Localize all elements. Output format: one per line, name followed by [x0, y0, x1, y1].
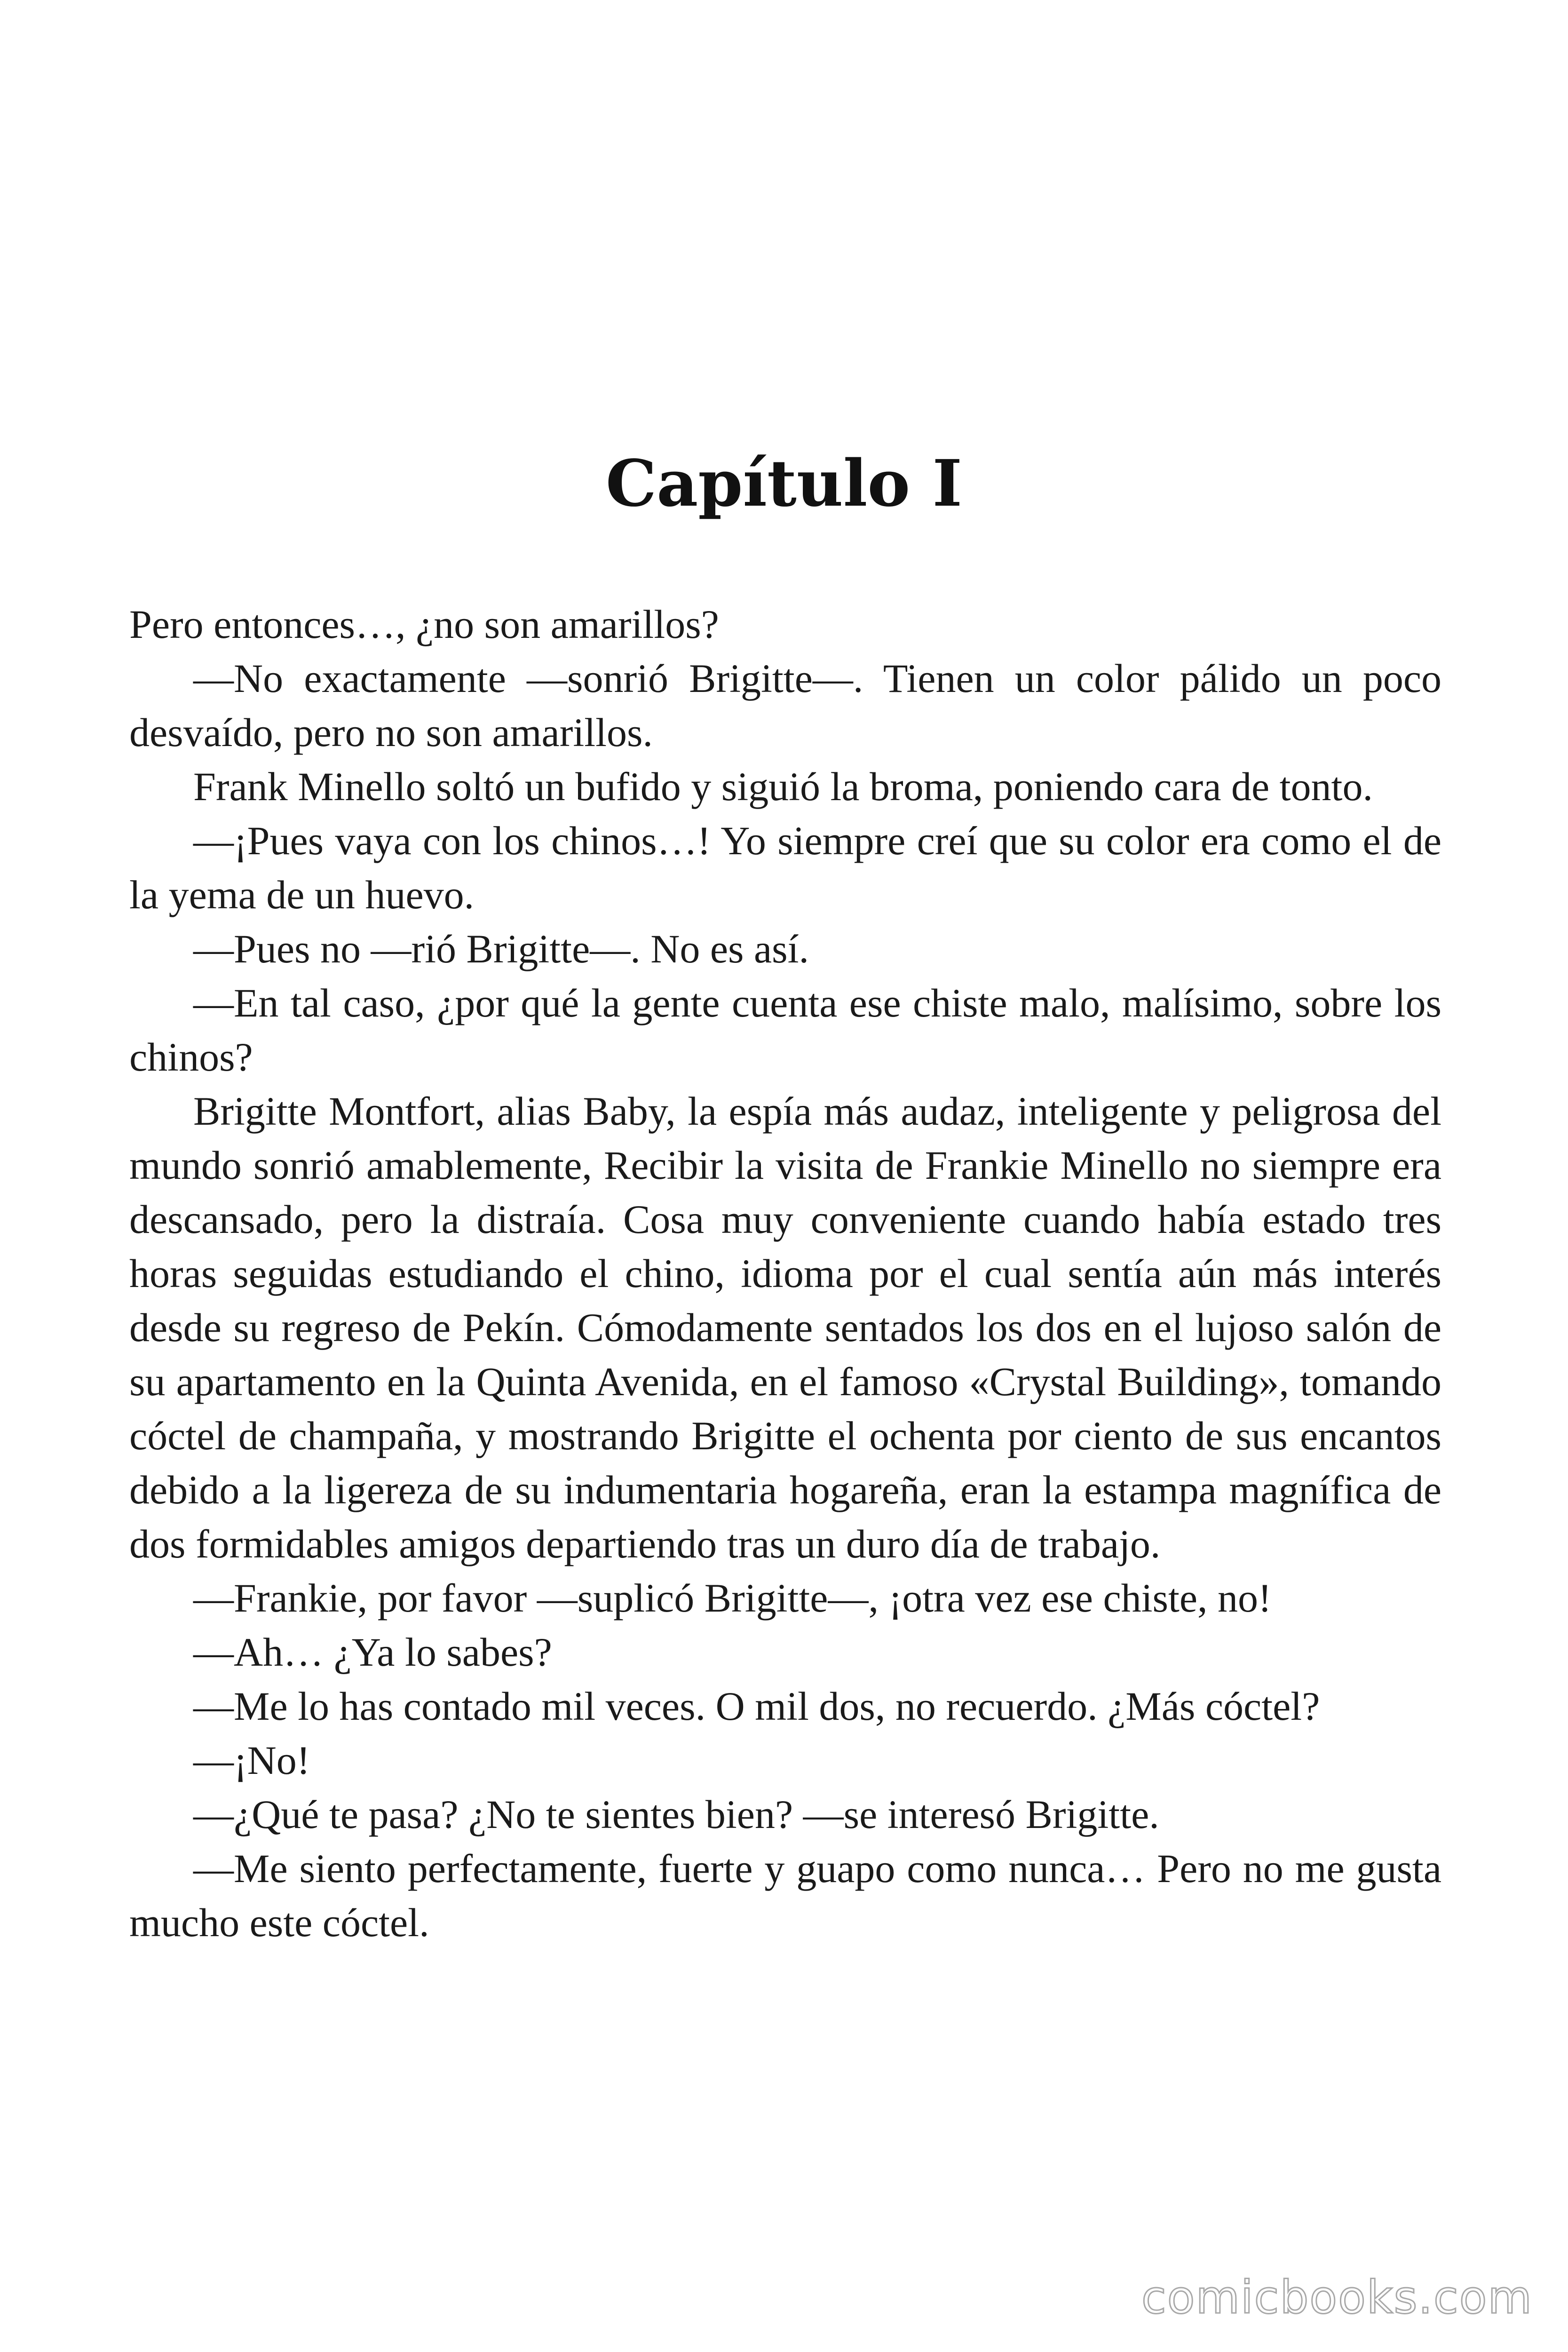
paragraph: —¡Pues vaya con los chinos…! Yo siempre creí que su color era como el de la yema de un huevo. — [129, 818, 1441, 917]
paragraph: —¡No! — [193, 1738, 310, 1783]
chapter-body — [129, 597, 1441, 1950]
paragraph: —No exactamente —sonrió Brigitte—. Tienen un color pálido un poco desvaído, pero no son amarillos. — [129, 656, 1441, 755]
paragraph: —Frankie, por favor —suplicó Brigitte—, ¡otra vez ese chiste, no! — [193, 1575, 1272, 1621]
paragraph: —Me siento perfectamente, fuerte y guapo como nunca… Pero no me gusta mucho este cóctel. — [129, 1846, 1441, 1945]
watermark: comicbooks.com — [1141, 2271, 1533, 2324]
paragraph: Frank Minello soltó un bufido y siguió la broma, poniendo cara de tonto. — [193, 764, 1373, 809]
paragraph: —En tal caso, ¿por qué la gente cuenta ese chiste malo, malísimo, sobre los chinos? — [129, 980, 1441, 1080]
paragraph: —¿Qué te pasa? ¿No te sientes bien? —se interesó Brigitte. — [193, 1792, 1159, 1837]
chapter-title: Capítulo I — [605, 446, 963, 521]
paragraph: —Pues no —rió Brigitte—. No es así. — [193, 926, 809, 971]
paragraph: —Ah… ¿Ya lo sabes? — [193, 1629, 552, 1675]
paragraph: Brigitte Montfort, alias Baby, la espía más audaz, inteligente y peligrosa del mundo sonrió amablemente, Recibir la visita de Frankie Minello no siempre era descansado, pero la distraía. Cosa muy conveniente cuando había estado tres horas seguidas estudiando el chino, idioma por el cual sentía aún más interés desde su regreso de Pekín. Cómodamente sentados los dos en el lujoso salón de su apartamento en la Quinta Avenida, en el famoso «Crystal Building», tomando cóctel de champaña, y mostrando Brigitte el ochenta por ciento de sus encantos debido a la ligereza de su indumentaria hogareña, eran la estampa magnífica de dos formidables amigos departiendo tras un duro día de trabajo. — [129, 1089, 1441, 1566]
paragraph: —Me lo has contado mil veces. O mil dos, no recuerdo. ¿Más cóctel? — [193, 1684, 1320, 1729]
paragraph: Pero entonces…, ¿no son amarillos? — [129, 602, 719, 647]
